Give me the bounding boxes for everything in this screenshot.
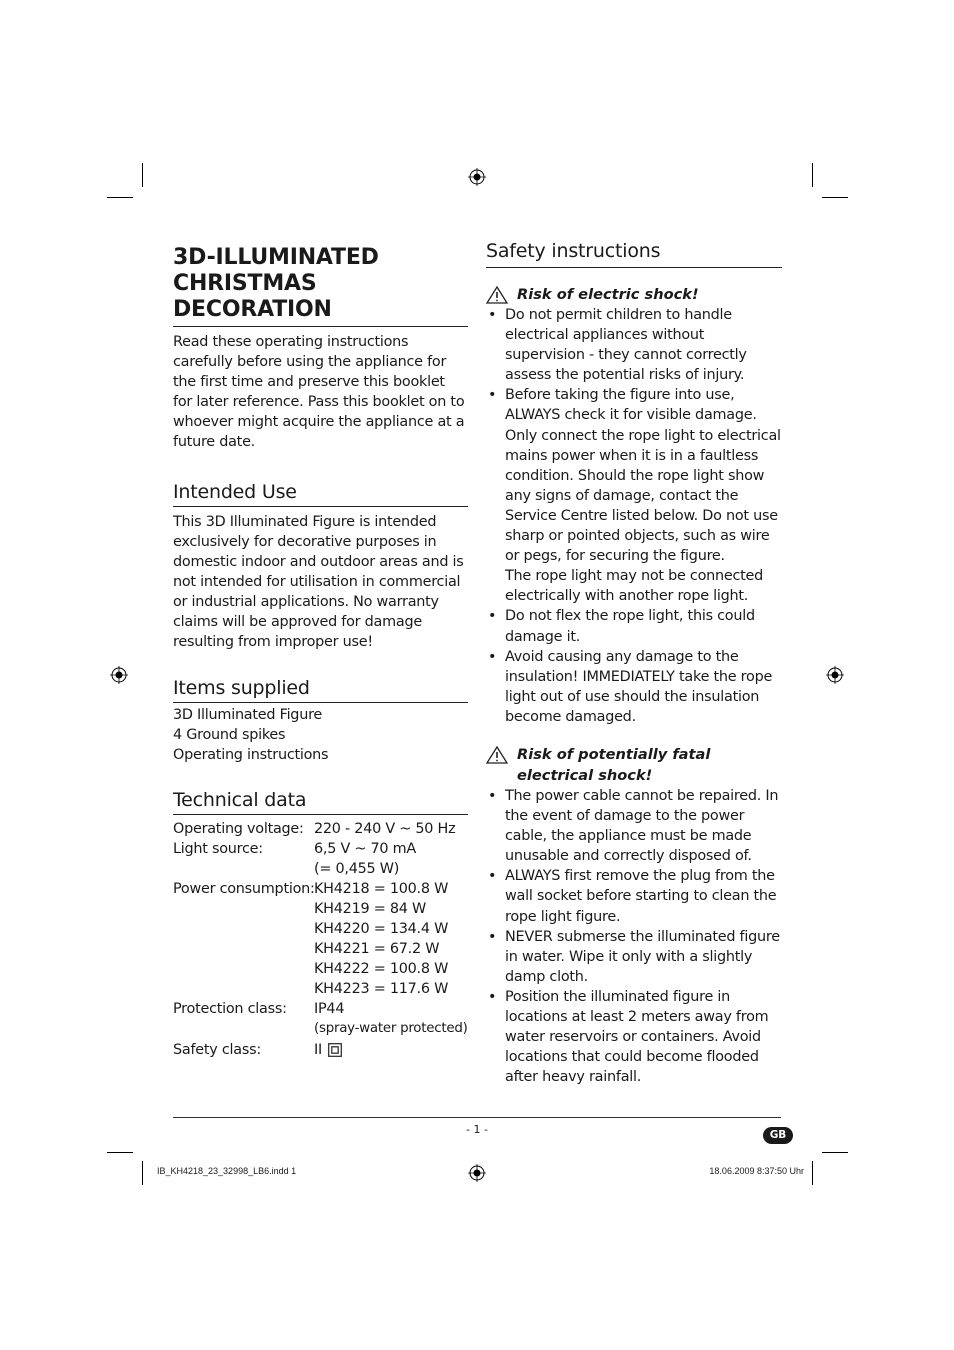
double-insulation-icon xyxy=(328,1043,342,1057)
language-badge: GB xyxy=(763,1127,793,1144)
registration-mark-icon xyxy=(468,168,486,186)
list-item: 4 Ground spikes xyxy=(173,727,286,744)
list-item: • Do not flex the rope light, this could damage it. xyxy=(486,606,782,646)
registration-mark-icon xyxy=(110,666,128,684)
left-column xyxy=(173,245,468,1060)
crop-mark xyxy=(822,197,848,198)
warning-fatal-shock xyxy=(486,744,782,786)
list-item: • Do not permit children to handle electrical appliances without supervision - they cannot correctly assess the potential risks of injury. xyxy=(486,305,782,385)
warning1-bullets xyxy=(486,305,782,727)
list-item: • NEVER submerse the illuminated figure in water. Wipe it only with a slightly damp cloth. xyxy=(486,927,782,987)
table-row: Safety class: II xyxy=(173,1040,468,1060)
right-column xyxy=(486,240,782,1087)
registration-mark-icon xyxy=(468,1164,486,1182)
intro-paragraph: Read these operating instructions carefully before using the appliance for the first time and preserve this booklet for later reference. Pass this booklet on to whoever might acquire the appliance at a future date. xyxy=(173,334,465,451)
items-supplied-heading: Items supplied xyxy=(173,677,468,703)
crop-mark xyxy=(142,1161,143,1185)
crop-mark xyxy=(107,1152,133,1153)
imprint-file: IB_KH4218_23_32998_LB6.indd 1 xyxy=(157,1166,297,1176)
list-item: • The power cable cannot be repaired. In the event of damage to the power cable, the appliance must be made unusable and correctly disposed of. xyxy=(486,786,782,866)
list-item: Operating instructions xyxy=(173,747,329,764)
registration-mark-icon xyxy=(826,666,844,684)
warning-triangle-icon xyxy=(486,744,508,764)
technical-data-heading: Technical data xyxy=(173,789,468,815)
warning-title: Risk of electric shock! xyxy=(517,286,699,303)
intended-use-paragraph: This 3D Illuminated Figure is intended exclusively for decorative purposes in domestic indoor and outdoor areas and is not intended for utilisation in commercial or industrial applications. No warranty claims will be approved for damage resulting from improper use! xyxy=(173,513,464,651)
page-title: 3D-ILLUMINATED CHRISTMAS DECORATION xyxy=(173,245,468,327)
crop-mark xyxy=(812,1161,813,1185)
technical-data-table xyxy=(173,819,468,1060)
crop-mark xyxy=(107,197,133,198)
crop-mark xyxy=(822,1152,848,1153)
warning-electric-shock xyxy=(486,284,782,305)
warning-triangle-icon xyxy=(486,284,508,304)
imprint-date: 18.06.2009 8:37:50 Uhr xyxy=(709,1166,804,1176)
page-number: - 1 - xyxy=(466,1123,488,1136)
table-row: Operating voltage: 220 - 240 V ~ 50 Hz xyxy=(173,820,456,837)
crop-mark xyxy=(812,163,813,187)
list-item: • Before taking the figure into use, ALWAYS check it for visible damage. Only connect the rope light to electrical mains power when it is in a faultless condition. Should the rope light show any signs of damage, contact the Service Centre listed below. Do not use sharp or pointed objects, such as wire or pegs, for securing the figure. The rope light may not be connected electrically with another rope light. xyxy=(486,385,782,606)
list-item: • Avoid causing any damage to the insulation! IMMEDIATELY take the rope light out of use should the insulation become damaged. xyxy=(486,647,782,727)
list-item: • Position the illuminated figure in locations at least 2 meters away from water reservoirs or containers. Avoid locations that could become flooded after heavy rainfall. xyxy=(486,987,782,1087)
table-row: Light source: 6,5 V ~ 70 mA (= 0,455 W) xyxy=(173,840,417,877)
warning2-bullets xyxy=(486,786,782,1087)
items-supplied-list xyxy=(173,705,468,765)
list-item: • ALWAYS first remove the plug from the wall socket before starting to clean the rope light figure. xyxy=(486,866,782,926)
table-row: Power consumption: KH4218 = 100.8 W KH4219 = 84 W KH4220 = 134.4 W KH4221 = 67.2 W KH4222 = 100.8 W KH4223 = 117.6 W xyxy=(173,880,449,998)
list-item: 3D Illuminated Figure xyxy=(173,707,323,724)
intended-use-heading: Intended Use xyxy=(173,481,468,507)
safety-heading: Safety instructions xyxy=(486,240,782,268)
footer-rule xyxy=(173,1117,781,1118)
warning-title: Risk of potentially fatal electrical shock! xyxy=(517,745,711,784)
crop-mark xyxy=(142,163,143,187)
table-row: Protection class: IP44 (spray-water protected) xyxy=(173,1001,468,1037)
